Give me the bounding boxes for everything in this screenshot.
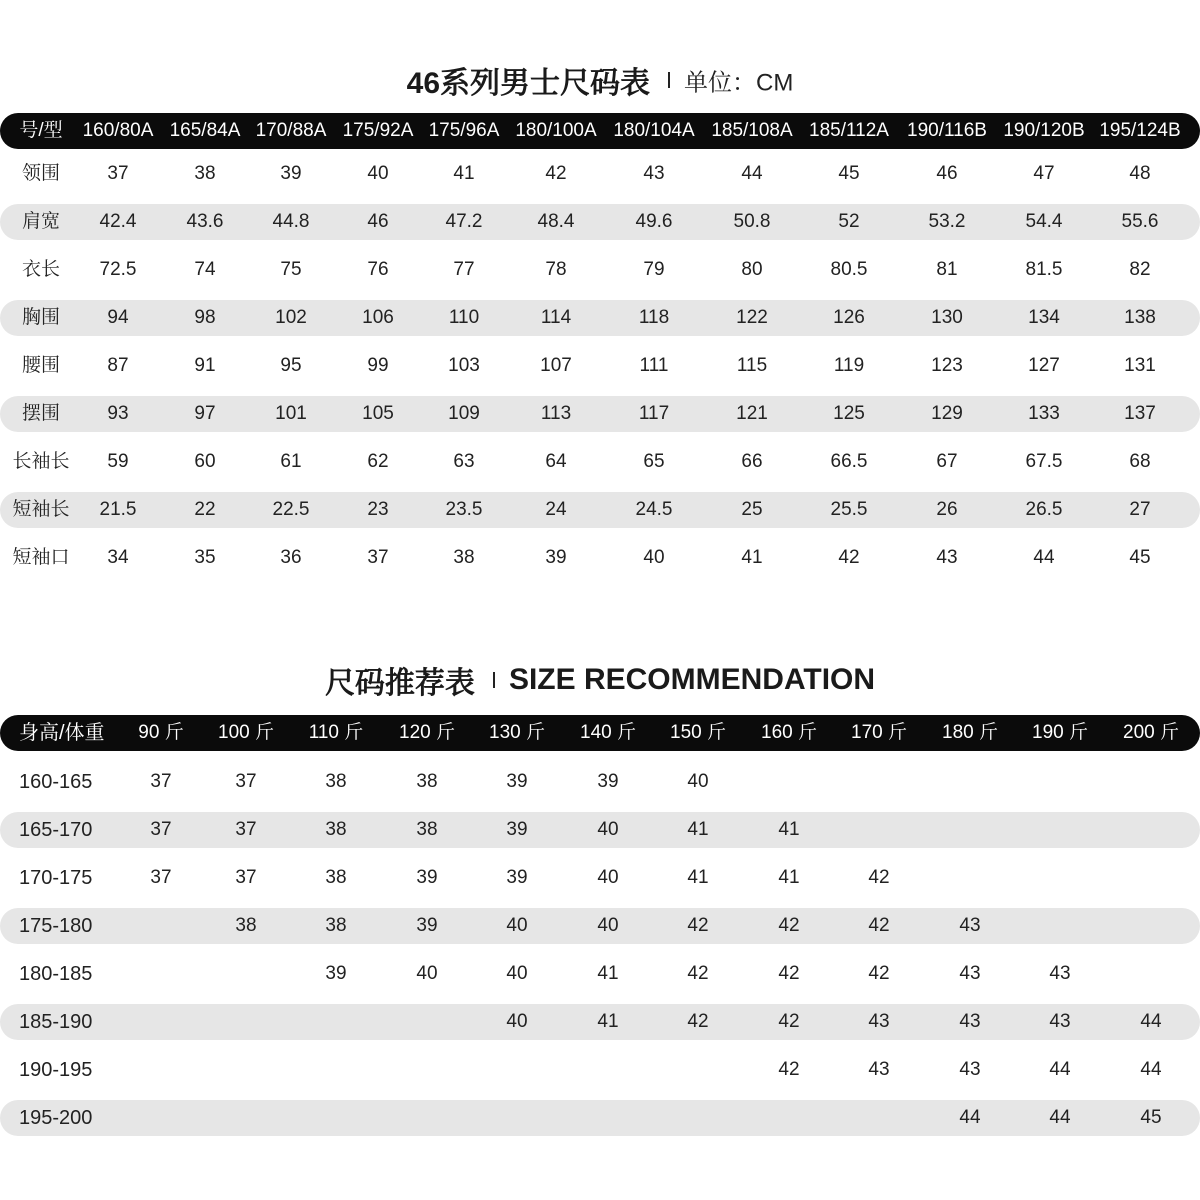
table-cell: 62 — [367, 451, 389, 472]
table-cell: 25.5 — [830, 499, 868, 520]
table-cell: 39 — [416, 915, 438, 936]
table-cell: 119 — [833, 355, 865, 376]
header-column: 130 斤 — [489, 722, 545, 743]
table-cell: 42 — [778, 1011, 800, 1032]
table-cell: 40 — [506, 915, 528, 936]
recommend-table-heading: 尺码推荐表 — [324, 667, 475, 700]
table-cell: 66.5 — [830, 451, 868, 472]
table-cell: 114 — [540, 307, 572, 328]
table-cell: 39 — [506, 771, 528, 792]
table-cell: 102 — [275, 307, 307, 328]
table-cell: 48 — [1129, 163, 1151, 184]
table-cell: 44 — [1049, 1059, 1071, 1080]
row-band — [0, 1100, 1200, 1136]
table-cell: 81 — [936, 259, 958, 280]
table-cell: 99 — [367, 355, 389, 376]
table-cell: 27 — [1129, 499, 1151, 520]
table-cell: 105 — [362, 403, 394, 424]
row-label: 185-190 — [19, 1011, 93, 1033]
table-cell: 101 — [275, 403, 307, 424]
table-cell: 41 — [778, 819, 800, 840]
size-table-header — [0, 113, 1200, 149]
table-cell: 64 — [545, 451, 567, 472]
table-cell: 87 — [107, 355, 129, 376]
title-divider — [668, 72, 670, 88]
table-cell: 94 — [107, 307, 129, 328]
table-cell: 23.5 — [445, 499, 483, 520]
table-cell: 37 — [150, 819, 172, 840]
table-cell: 97 — [194, 403, 216, 424]
row-label: 195-200 — [19, 1107, 93, 1129]
table-cell: 40 — [367, 163, 389, 184]
table-cell: 72.5 — [99, 259, 137, 280]
header-column: 195/124B — [1099, 120, 1181, 141]
table-cell: 127 — [1028, 355, 1060, 376]
table-cell: 123 — [931, 355, 963, 376]
table-cell: 53.2 — [928, 211, 966, 232]
header-label: 身高/体重 — [19, 722, 105, 744]
table-cell: 39 — [416, 867, 438, 888]
table-cell: 38 — [194, 163, 216, 184]
size-table-title — [0, 58, 1200, 102]
table-cell: 52 — [838, 211, 860, 232]
row-label: 170-175 — [19, 867, 93, 889]
table-cell: 95 — [280, 355, 302, 376]
header-column: 90 斤 — [138, 722, 184, 743]
table-cell: 67.5 — [1025, 451, 1063, 472]
row-label: 160-165 — [19, 771, 93, 793]
header-column: 190 斤 — [1032, 722, 1088, 743]
table-cell: 39 — [506, 819, 528, 840]
header-column: 175/92A — [342, 120, 414, 141]
table-cell: 43.6 — [186, 211, 224, 232]
table-cell: 37 — [150, 867, 172, 888]
table-cell: 117 — [638, 403, 670, 424]
table-cell: 37 — [150, 771, 172, 792]
table-cell: 44 — [1140, 1059, 1162, 1080]
table-cell: 41 — [741, 547, 763, 568]
table-cell: 40 — [506, 1011, 528, 1032]
table-cell: 21.5 — [99, 499, 137, 520]
table-cell: 67 — [936, 451, 958, 472]
table-cell: 43 — [959, 963, 981, 984]
row-label: 领围 — [21, 163, 61, 184]
table-cell: 122 — [736, 307, 768, 328]
table-cell: 37 — [235, 867, 257, 888]
table-cell: 38 — [325, 915, 347, 936]
table-cell: 46 — [367, 211, 389, 232]
table-cell: 43 — [1049, 963, 1071, 984]
table-cell: 131 — [1124, 355, 1156, 376]
table-cell: 106 — [362, 307, 394, 328]
table-cell: 42 — [778, 1059, 800, 1080]
table-cell: 45 — [1140, 1107, 1162, 1128]
table-cell: 26 — [936, 499, 958, 520]
row-label: 190-195 — [19, 1059, 93, 1081]
table-cell: 42 — [687, 1011, 709, 1032]
table-cell: 38 — [325, 819, 347, 840]
header-column: 150 斤 — [670, 722, 726, 743]
table-cell: 41 — [687, 819, 709, 840]
row-label: 165-170 — [19, 819, 93, 841]
table-cell: 42 — [868, 963, 890, 984]
title-divider — [493, 672, 495, 688]
table-cell: 126 — [833, 307, 865, 328]
table-cell: 91 — [194, 355, 216, 376]
table-cell: 42 — [868, 915, 890, 936]
table-cell: 44 — [1033, 547, 1055, 568]
table-cell: 110 — [448, 307, 480, 328]
table-cell: 47 — [1033, 163, 1055, 184]
row-label: 短袖长 — [12, 499, 70, 520]
table-cell: 121 — [736, 403, 768, 424]
header-column: 165/84A — [169, 120, 241, 141]
table-cell: 133 — [1028, 403, 1060, 424]
table-cell: 37 — [367, 547, 389, 568]
table-cell: 45 — [1129, 547, 1151, 568]
table-cell: 75 — [280, 259, 302, 280]
table-cell: 68 — [1129, 451, 1151, 472]
table-cell: 44 — [1049, 1107, 1071, 1128]
table-cell: 82 — [1129, 259, 1151, 280]
table-cell: 26.5 — [1025, 499, 1063, 520]
row-label: 衣长 — [21, 259, 61, 280]
table-cell: 49.6 — [635, 211, 673, 232]
table-cell: 39 — [597, 771, 619, 792]
table-cell: 43 — [959, 915, 981, 936]
table-cell: 125 — [833, 403, 865, 424]
table-cell: 42 — [778, 915, 800, 936]
table-cell: 40 — [597, 867, 619, 888]
table-cell: 40 — [687, 771, 709, 792]
table-cell: 24 — [545, 499, 567, 520]
table-cell: 44 — [741, 163, 763, 184]
size-table-unit: 单位：CM — [684, 69, 794, 97]
table-cell: 43 — [868, 1011, 890, 1032]
header-column: 160 斤 — [761, 722, 817, 743]
table-cell: 98 — [194, 307, 216, 328]
header-column: 185/112A — [809, 120, 889, 141]
table-cell: 38 — [416, 771, 438, 792]
table-cell: 54.4 — [1025, 211, 1063, 232]
table-cell: 59 — [107, 451, 129, 472]
table-cell: 37 — [235, 819, 257, 840]
table-cell: 61 — [280, 451, 302, 472]
size-table-heading: 46系列男士尺码表 — [406, 67, 651, 100]
table-cell: 60 — [194, 451, 216, 472]
table-cell: 130 — [931, 307, 963, 328]
table-cell: 39 — [545, 547, 567, 568]
row-band — [0, 300, 1200, 336]
table-cell: 25 — [741, 499, 763, 520]
table-cell: 138 — [1124, 307, 1156, 328]
table-cell: 41 — [597, 1011, 619, 1032]
table-cell: 34 — [107, 547, 129, 568]
table-cell: 22.5 — [272, 499, 310, 520]
table-cell: 77 — [453, 259, 475, 280]
table-cell: 39 — [325, 963, 347, 984]
table-cell: 74 — [194, 259, 216, 280]
table-cell: 107 — [540, 355, 572, 376]
row-band — [0, 396, 1200, 432]
header-column: 200 斤 — [1123, 722, 1179, 743]
header-column: 110 斤 — [308, 722, 364, 743]
row-band — [0, 492, 1200, 528]
table-cell: 45 — [838, 163, 860, 184]
header-column: 160/80A — [82, 120, 154, 141]
row-band — [0, 204, 1200, 240]
header-column: 180/104A — [613, 120, 695, 141]
table-cell: 42.4 — [99, 211, 137, 232]
table-cell: 118 — [638, 307, 670, 328]
table-cell: 134 — [1028, 307, 1060, 328]
table-cell: 40 — [643, 547, 665, 568]
table-cell: 39 — [280, 163, 302, 184]
table-cell: 63 — [453, 451, 475, 472]
table-cell: 37 — [107, 163, 129, 184]
table-cell: 46 — [936, 163, 958, 184]
table-cell: 111 — [639, 355, 669, 376]
header-column: 170/88A — [255, 120, 327, 141]
table-cell: 35 — [194, 547, 216, 568]
table-cell: 43 — [643, 163, 665, 184]
row-label: 胸围 — [21, 307, 61, 328]
table-cell: 24.5 — [635, 499, 673, 520]
table-cell: 43 — [959, 1059, 981, 1080]
header-column: 175/96A — [428, 120, 500, 141]
table-cell: 115 — [736, 355, 768, 376]
row-label: 腰围 — [21, 355, 61, 376]
header-column: 120 斤 — [399, 722, 455, 743]
header-column: 180 斤 — [942, 722, 998, 743]
table-cell: 40 — [597, 819, 619, 840]
table-cell: 44.8 — [272, 211, 310, 232]
table-cell: 42 — [868, 867, 890, 888]
table-cell: 38 — [235, 915, 257, 936]
table-cell: 103 — [448, 355, 480, 376]
recommend-table-header — [0, 715, 1200, 751]
table-cell: 78 — [545, 259, 567, 280]
row-label: 摆围 — [21, 403, 61, 424]
recommend-table-title — [0, 658, 1200, 702]
header-column: 185/108A — [711, 120, 793, 141]
table-cell: 40 — [506, 963, 528, 984]
table-cell: 43 — [959, 1011, 981, 1032]
header-column: 100 斤 — [218, 722, 274, 743]
table-cell: 43 — [868, 1059, 890, 1080]
table-cell: 42 — [778, 963, 800, 984]
header-column: 140 斤 — [580, 722, 636, 743]
table-cell: 23 — [367, 499, 389, 520]
table-cell: 40 — [416, 963, 438, 984]
table-cell: 42 — [545, 163, 567, 184]
table-cell: 37 — [235, 771, 257, 792]
table-cell: 44 — [1140, 1011, 1162, 1032]
recommend-table-subtitle: SIZE RECOMMENDATION — [508, 663, 876, 696]
table-cell: 109 — [448, 403, 480, 424]
table-cell: 41 — [687, 867, 709, 888]
table-cell: 47.2 — [445, 211, 483, 232]
table-cell: 44 — [959, 1107, 981, 1128]
header-column: 190/120B — [1003, 120, 1085, 141]
table-cell: 40 — [597, 915, 619, 936]
table-cell: 38 — [325, 867, 347, 888]
table-cell: 42 — [838, 547, 860, 568]
header-column: 190/116B — [907, 120, 987, 141]
row-label: 175-180 — [19, 915, 93, 937]
row-label: 长袖长 — [12, 451, 70, 472]
table-cell: 39 — [506, 867, 528, 888]
table-cell: 42 — [687, 963, 709, 984]
header-column: 180/100A — [515, 120, 597, 141]
table-cell: 38 — [325, 771, 347, 792]
table-cell: 43 — [1049, 1011, 1071, 1032]
table-cell: 76 — [367, 259, 389, 280]
table-cell: 42 — [687, 915, 709, 936]
table-cell: 137 — [1124, 403, 1156, 424]
row-label: 180-185 — [19, 963, 93, 985]
table-cell: 38 — [416, 819, 438, 840]
table-cell: 38 — [453, 547, 475, 568]
table-cell: 93 — [107, 403, 129, 424]
row-label: 肩宽 — [21, 211, 61, 232]
table-cell: 36 — [280, 547, 302, 568]
table-cell: 22 — [194, 499, 216, 520]
table-cell: 79 — [643, 259, 665, 280]
table-cell: 113 — [540, 403, 572, 424]
table-cell: 43 — [936, 547, 958, 568]
header-label: 号/型 — [19, 120, 63, 141]
table-cell: 80 — [741, 259, 763, 280]
header-column: 170 斤 — [851, 722, 907, 743]
table-cell: 66 — [741, 451, 763, 472]
table-cell: 65 — [643, 451, 665, 472]
table-cell: 48.4 — [537, 211, 575, 232]
table-cell: 41 — [778, 867, 800, 888]
table-cell: 55.6 — [1121, 211, 1159, 232]
table-cell: 129 — [931, 403, 963, 424]
table-cell: 50.8 — [733, 211, 771, 232]
table-cell: 41 — [597, 963, 619, 984]
table-cell: 81.5 — [1025, 259, 1063, 280]
table-cell: 80.5 — [830, 259, 868, 280]
row-label: 短袖口 — [12, 547, 70, 568]
table-cell: 41 — [453, 163, 475, 184]
